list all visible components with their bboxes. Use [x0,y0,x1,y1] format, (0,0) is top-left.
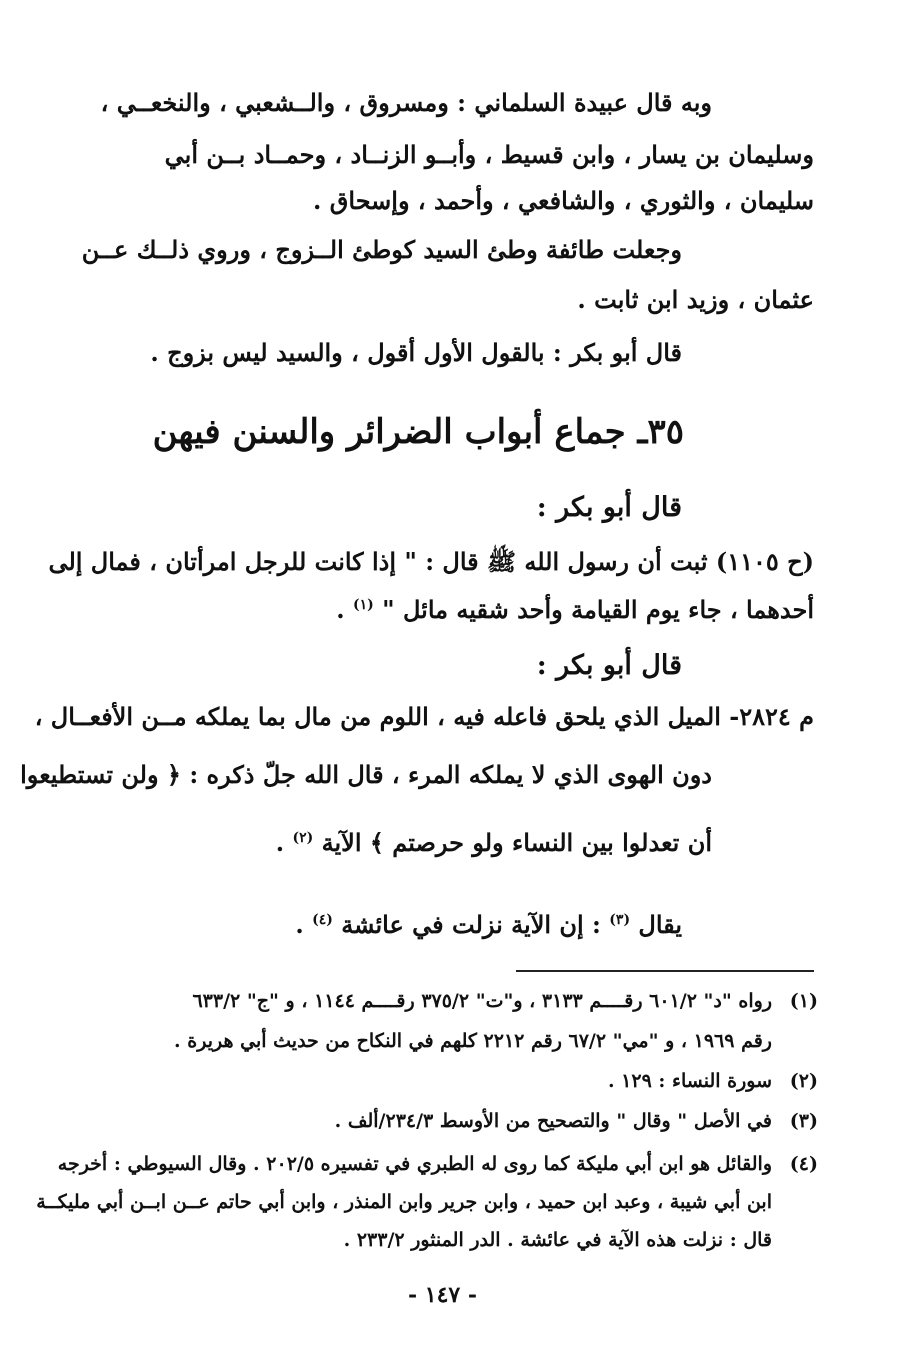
footnote-mark-4: (٤) [312,912,333,928]
footnote-1-line2: رقم ١٩٦٩ ، و "مي" ٦٧/٢ رقم ٢٢١٢ كلهم في النكاح من حديث أبي هريرة . [174,1030,772,1052]
footnote-4-line2: ابن أبي شيبة ، وعبد ابن حميد ، وابن جرير وابن المنذر ، وابن أبي حاتم عــن ابــن أبي مليكــة [36,1191,772,1213]
footnote-4-line1: والقائل هو ابن أبي مليكة كما روى له الطبري في تفسيره ٢٠٢/٥ . وقال السيوطي : أخرجه [57,1153,772,1175]
footnote-3-line1: في الأصل " وقال " والتصحيح من الأوسط ٢٣٤/٣/ألف . [334,1110,772,1132]
hadith-line2 [336,595,814,624]
masalah-line2: دون الهوى الذي لا يملكه المرء ، قال الله جلّ ذكره : ﴿ ولن تستطيعوا [20,760,712,789]
para1-line3: سليمان ، والثوري ، والشافعي ، وأحمد ، وإسحاق . [313,186,814,215]
footnote-mark-3: (٣) [609,912,631,928]
footnote-2-number: (٢) [789,1070,818,1092]
yuqal-end-period: . [295,910,304,939]
masalah-line1: م ٢٨٢٤- الميل الذي يلحق فاعله فيه ، اللوم من مال بما يملكه مــن الأفعــال ، [34,702,814,731]
masalah-line3 [276,828,712,857]
yuqal-line [295,910,682,939]
para1-line2: وسليمان بن يسار ، وابن قسيط ، وأبــو الزنــاد ، وحمــاد بــن أبي [164,140,814,169]
para2-line1: وجعلت طائفة وطئ السيد كوطئ الــزوج ، وروي ذلــك عــن [81,235,682,264]
footnote-1-number: (١) [789,990,818,1012]
masalah-end-period: . [275,828,285,857]
masalah-line3-text: أن تعدلوا بين النساء ولو حرصتم ﴾ الآية [321,828,712,857]
footnote-2-line1: سورة النساء : ١٢٩ . [607,1070,772,1092]
footnote-separator [516,970,814,972]
footnote-4-line3: قال : نزلت هذه الآية في عائشة . الدر المنثور ٢٣٣/٢ . [343,1229,772,1251]
footnote-mark-1: (١) [352,597,374,613]
yuqal-text: : إن الآية نزلت في عائشة [341,910,601,939]
section-heading: ٣٥ـ جماع أبواب الضرائر والسنن فيهن [152,412,684,452]
yuqal-prefix: يقال [638,910,682,939]
para3-line1: قال أبو بكر : بالقول الأول أقول ، والسيد ليس بزوج . [150,338,682,367]
said-abu-bakr-2: قال أبو بكر : [536,650,682,681]
hadith-end-period: . [336,595,345,624]
hadith-line2-text: أحدهما ، جاء يوم القيامة وأحد شقيه مائل " [382,595,814,624]
footnote-4-number: (٤) [789,1153,818,1175]
footnote-1-line1: رواه "د" ٦٠١/٢ رقــــم ٣١٣٣ ، و"ت" ٣٧٥/٢ رقــــم ١١٤٤ ، و "ج" ٦٣٣/٢ [192,990,772,1012]
para1-line1: وبه قال عبيدة السلماني : ومسروق ، والــشعبي ، والنخعــي ، [100,88,712,117]
footnote-3-number: (٣) [789,1110,818,1132]
page-number: - ١٤٧ - [408,1282,478,1308]
para2-line2: عثمان ، وزيد ابن ثابت . [577,285,814,314]
footnote-mark-2: (٢) [292,830,314,846]
said-abu-bakr-1: قال أبو بكر : [536,492,682,523]
hadith-line1: (ح ١١٠٥) ثبت أن رسول الله ﷺ قال : " إذا كانت للرجل امرأتان ، فمال إلى [48,547,814,576]
